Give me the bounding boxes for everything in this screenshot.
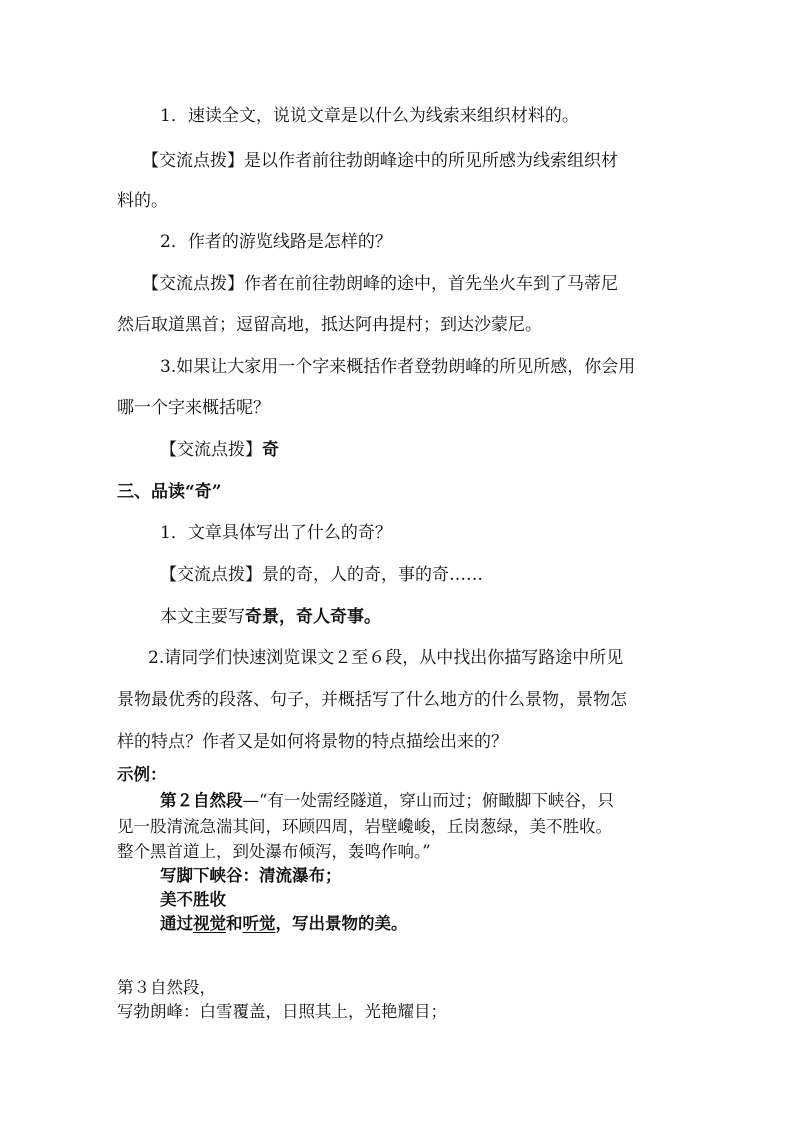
example-paragraph-label: 第２自然段 — [160, 791, 243, 810]
example-note-1: 写脚下峡谷：清流瀑布； — [160, 866, 342, 885]
note-3-visual: 视觉 — [193, 914, 226, 933]
example-note-3 — [160, 912, 408, 936]
answer-3-prefix: 【交流点拨】 — [160, 440, 262, 460]
note-3-part-c: 和 — [226, 914, 243, 933]
section-3-question-1: 1．文章具体写出了什么的奇？ — [160, 523, 392, 543]
section-3-summary — [160, 605, 381, 629]
example-note-2: 美不胜收 — [160, 890, 226, 909]
question-3-line-2: 哪一个字来概括呢？ — [117, 398, 270, 418]
section-3-question-2-line-3: 样的特点？作者又是如何将景物的特点描绘出来的？ — [117, 732, 508, 752]
example-label: 示例： — [117, 765, 167, 784]
paragraph-3-label: 第３自然段， — [117, 978, 216, 997]
note-3-part-e: ，写出景物的美。 — [275, 914, 408, 933]
section-3-answer-1: 【交流点拨】景的奇，人的奇，事的奇…… — [160, 565, 483, 585]
section-3-question-2-line-2: 景物最优秀的段落、句子，并概括写了什么地方的什么景物，景物怎 — [117, 690, 627, 710]
answer-3 — [160, 438, 279, 462]
answer-1-line-2: 料的。 — [117, 191, 168, 211]
answer-2-line-2: 然后取道黑首；逗留高地，抵达阿冉提村；到达沙蒙尼。 — [117, 315, 542, 335]
example-quote-line-1-text: —“有一处需经隧道，穿山而过；俯瞰脚下峡谷，只 — [242, 791, 614, 810]
answer-2-line-1: 【交流点拨】作者在前往勃朗峰的途中，首先坐火车到了马蒂尼 — [142, 274, 618, 294]
question-3-line-1: 3.如果让大家用一个字来概括作者登勃朗峰的所见所感，你会用 — [160, 357, 636, 377]
note-3-part-a: 通过 — [160, 914, 193, 933]
answer-3-bold: 奇 — [262, 440, 279, 460]
section-3-question-2-line-1: 2.请同学们快速浏览课文２至６段，从中找出你描写路途中所见 — [148, 648, 624, 668]
example-quote-line-1 — [160, 789, 614, 813]
summary-prefix: 本文主要写 — [160, 607, 245, 627]
question-2: 2．作者的游览线路是怎样的？ — [160, 232, 392, 252]
question-1: 1．速读全文，说说文章是以什么为线索来组织材料的。 — [160, 106, 579, 126]
summary-bold: 奇景，奇人奇事。 — [245, 607, 381, 627]
example-quote-line-2: 见一股清流急湍其间，环顾四周，岩壁巉峻，丘岗葱绿，美不胜收。 — [117, 817, 612, 836]
paragraph-3-line: 写勃朗峰：白雪覆盖，日照其上，光艳耀目； — [117, 1002, 447, 1021]
example-quote-line-3: 整个黑首道上，到处瀑布倾泻，轰鸣作响。” — [117, 842, 431, 861]
section-3-heading: 三、品读“奇” — [117, 482, 222, 502]
answer-1-line-1: 【交流点拨】是以作者前往勃朗峰途中的所见所感为线索组织材 — [142, 151, 618, 171]
note-3-auditory: 听觉 — [242, 914, 276, 933]
